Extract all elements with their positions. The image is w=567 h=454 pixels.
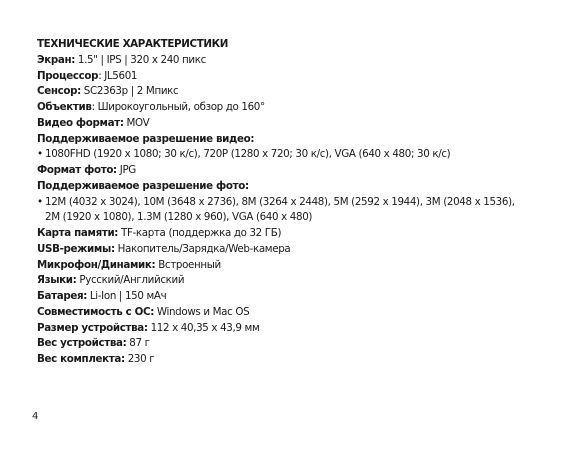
spec-label: Батарея: [37, 290, 87, 302]
spec-label: Сенсор: [37, 85, 81, 98]
spec-label: Поддерживаемое разрешение фото: [37, 179, 249, 192]
spec-usb-modes [37, 242, 537, 258]
spec-photo-format [37, 163, 537, 179]
spec-processor [37, 69, 537, 85]
spec-label: Вес устройства: [37, 337, 127, 350]
spec-video-format [37, 116, 537, 132]
spec-languages [37, 273, 537, 289]
spec-label: Поддерживаемое разрешение видео: [37, 132, 255, 145]
spec-device-size [37, 321, 537, 337]
spec-value: : JL5601 [98, 69, 138, 82]
spec-value: 1080FHD (1920 x 1080; 30 к/с), 720P (1280 x 720; 30 к/с), VGA (640 x 480; 30 к/с) [45, 148, 451, 161]
bullet: • [37, 148, 43, 161]
spec-value: MOV [123, 116, 150, 129]
spec-label: Языки: [37, 274, 77, 287]
spec-value: Русский/Английский [76, 274, 185, 287]
spec-video-resolution [37, 132, 537, 148]
spec-video-resolution-value [37, 147, 537, 163]
spec-label: Процессор [37, 69, 99, 82]
spec-sensor [37, 84, 537, 100]
page-number: 4 [32, 411, 39, 422]
spec-battery [37, 289, 537, 305]
spec-device-weight [37, 336, 537, 352]
spec-photo-resolution [37, 179, 537, 195]
spec-value: 2M (1920 x 1080), 1.3M (1280 x 960), VGA (640 x 480) [45, 211, 313, 224]
bullet: • [37, 195, 43, 208]
spec-value: 230 г [124, 353, 155, 365]
spec-mic-speaker [37, 258, 537, 274]
spec-label: Вес комплекта: [37, 353, 125, 365]
spec-value: Windows и Mac OS [153, 305, 250, 318]
spec-compatibility [37, 305, 537, 321]
spec-label: Размер устройства: [37, 321, 148, 334]
spec-memory-card [37, 226, 537, 242]
spec-value: Накопитель/Зарядка/Web-камера [114, 242, 291, 255]
spec-label: Микрофон/Динамик: [37, 258, 156, 271]
spec-photo-resolution-value-2 [37, 210, 537, 226]
spec-screen [37, 53, 537, 69]
spec-title: ТЕХНИЧЕСКИЕ ХАРАКТЕРИСТИКИ [37, 38, 228, 50]
spec-value: Встроенный [155, 258, 221, 271]
spec-label: Формат фото: [37, 164, 117, 176]
spec-value: 1.5" | IPS | 320 x 240 пикс [75, 53, 206, 66]
specifications-block [37, 37, 537, 368]
spec-label: Видео формат: [37, 116, 124, 129]
spec-value: : Широкоугольный, обзор до 160° [91, 101, 265, 113]
spec-value: 12M (4032 x 3024), 10M (3648 x 2736), 8M (3264 x 2448), 5M (2592 x 1944), 3M (2048 x 1536), [45, 195, 515, 208]
spec-value: JPG [116, 164, 136, 176]
spec-label: Экран: [37, 53, 75, 66]
spec-value: 87 г [126, 337, 150, 350]
spec-kit-weight [37, 352, 537, 368]
spec-label: Объектив [37, 101, 92, 113]
spec-value: Li-Ion | 150 мАч [87, 290, 167, 302]
spec-photo-resolution-value-1 [37, 195, 537, 211]
spec-label: USB-режимы: [37, 242, 115, 255]
spec-value: SC2363p | 2 Мпикс [80, 85, 179, 98]
spec-value: TF-карта (поддержка до 32 ГБ) [118, 227, 282, 239]
spec-lens [37, 100, 537, 116]
spec-label: Карта памяти: [37, 227, 119, 239]
spec-label: Совместимость с ОС: [37, 305, 154, 318]
spec-value: 112 х 40,35 х 43,9 мм [147, 321, 260, 334]
